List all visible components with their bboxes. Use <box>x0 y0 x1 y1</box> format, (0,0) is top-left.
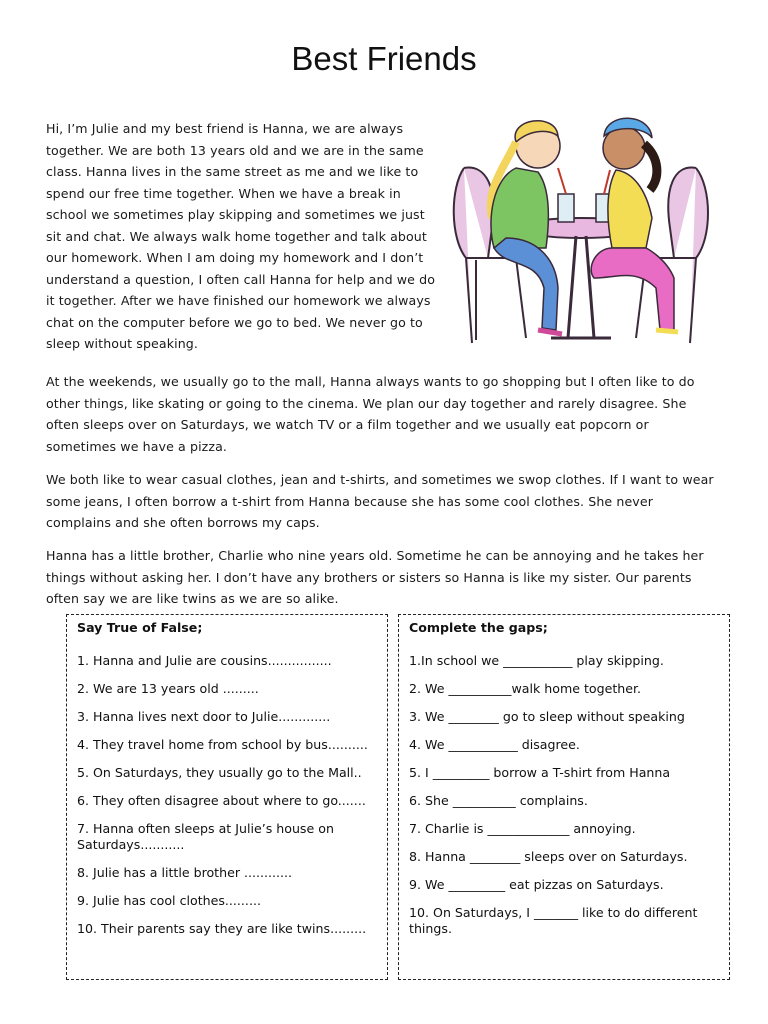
gap-question-5: 5. I _________ borrow a T-shirt from Hanna <box>409 765 671 780</box>
clothes-paragraph: We both like to wear casual clothes, jean and t-shirts, and sometimes we swop clothes. If I want to wear some jeans, I often borrow a t-shirt from Hanna because she has some cool clothes. She never complains and she often borrows my caps. <box>46 472 714 530</box>
tf-question-5: 5. On Saturdays, they usually go to the Mall.. <box>77 765 362 780</box>
brother-paragraph: Hanna has a little brother, Charlie who nine years old. Sometime he can be annoying and he takes her things without asking her. I don’t have any brothers or sisters so Hanna is like my sister. Our parents often say we are like twins as we are so alike. <box>46 548 704 606</box>
gap-question-2: 2. We __________walk home together. <box>409 681 642 696</box>
tf-question-2: 2. We are 13 years old ......... <box>77 681 259 696</box>
tf-question-1: 1. Hanna and Julie are cousins................ <box>77 653 332 668</box>
gap-question-8: 8. Hanna ________ sleeps over on Saturdays. <box>409 849 688 864</box>
tf-question-10: 10. Their parents say they are like twins......... <box>77 921 367 936</box>
tf-question-6: 6. They often disagree about where to go....... <box>77 793 366 808</box>
gap-question-4: 4. We ___________ disagree. <box>409 737 580 752</box>
gap-fill-heading: Complete the gaps; <box>409 620 548 635</box>
true-false-box <box>66 614 388 980</box>
tf-question-8: 8. Julie has a little brother ............ <box>77 865 293 880</box>
weekends-paragraph: At the weekends, we usually go to the mall, Hanna always wants to go shopping but I often like to do other things, like skating or going to the cinema. We plan our day together and rarely disagree. She often sleeps over on Saturdays, we watch TV or a film together and we usually eat popcorn or sometimes we have a pizza. <box>46 374 695 454</box>
gap-fill-box <box>398 614 730 980</box>
tf-question-7: 7. Hanna often sleeps at Julie’s house on Saturdays........... <box>77 821 334 852</box>
gap-question-7: 7. Charlie is _____________ annoying. <box>409 821 636 836</box>
gap-question-9: 9. We _________ eat pizzas on Saturdays. <box>409 877 664 892</box>
gap-question-6: 6. She __________ complains. <box>409 793 588 808</box>
tf-question-9: 9. Julie has cool clothes......... <box>77 893 261 908</box>
true-false-heading: Say True of False; <box>77 620 203 635</box>
intro-paragraph: Hi, I’m Julie and my best friend is Hanna, we are always together. We are both 13 years old and we are in the same class. Hanna lives in the same street as me and we like to spend our free time together. When we have a break in school we sometimes play skipping and sometimes we just sit and chat. We always walk home together and talk about our homework. When I am doing my homework and I don’t understand a question, I often call Hanna for help and we do it together. After we have finished our homework we always chat on the computer before we go to bed. We never go to sleep without speaking. <box>46 121 436 351</box>
gap-question-3: 3. We ________ go to sleep without speaking <box>409 709 685 724</box>
gap-question-10: 10. On Saturdays, I _______ like to do different things. <box>409 905 698 936</box>
tf-question-4: 4. They travel home from school by bus.......... <box>77 737 368 752</box>
gap-question-1: 1.In school we ___________ play skipping. <box>409 653 664 668</box>
tf-question-3: 3. Hanna lives next door to Julie............. <box>77 709 331 724</box>
two-friends-illustration <box>446 108 716 354</box>
page-title: Best Friends <box>291 40 477 77</box>
